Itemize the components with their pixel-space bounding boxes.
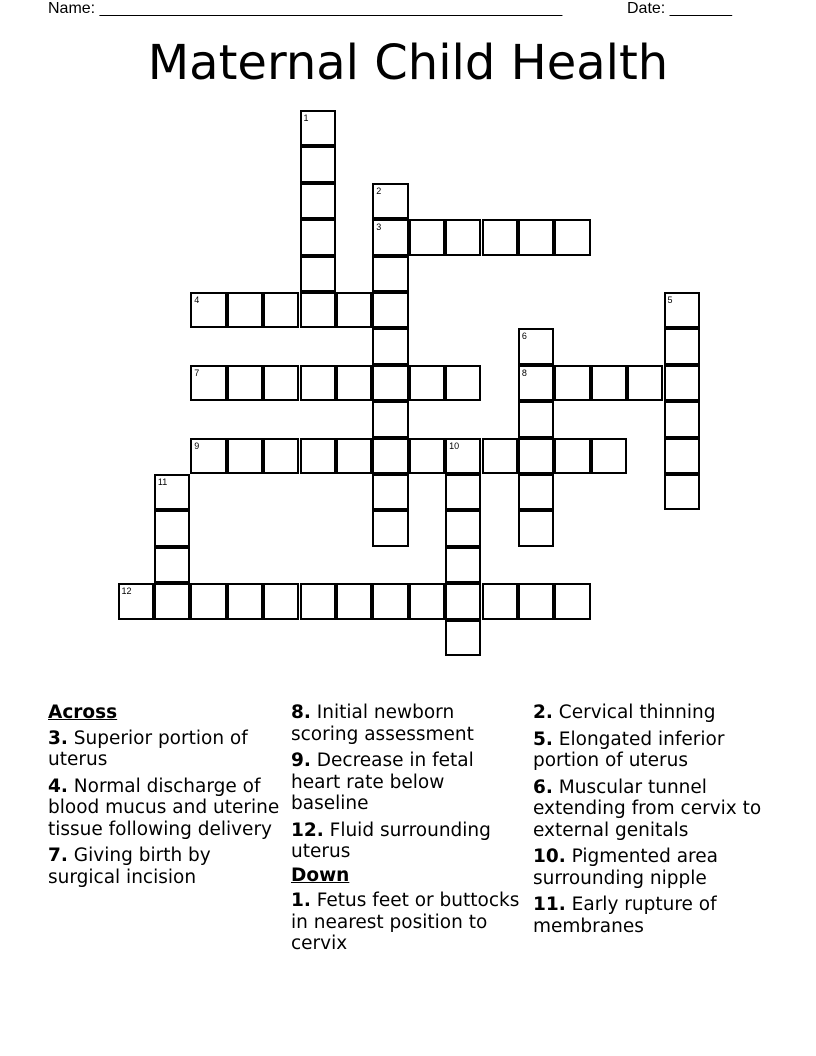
- down-heading: Down: [291, 864, 350, 886]
- clue-number: 6: [521, 331, 527, 342]
- crossword-cell[interactable]: [409, 583, 445, 619]
- crossword-cell[interactable]: [372, 256, 408, 292]
- crossword-cell[interactable]: [664, 292, 700, 328]
- crossword-cell[interactable]: [154, 474, 190, 510]
- crossword-cell[interactable]: [518, 438, 554, 474]
- clue-number: 12: [121, 586, 132, 597]
- crossword-cell[interactable]: [445, 474, 481, 510]
- crossword-cell[interactable]: [518, 219, 554, 255]
- clue-down-2: 2. Cervical thinning: [533, 702, 716, 723]
- clue-number: 7: [194, 367, 200, 378]
- clue-number: 2: [376, 185, 382, 196]
- clues-column-2: [291, 702, 526, 960]
- crossword-cell[interactable]: [154, 510, 190, 546]
- clue-number: 5: [667, 295, 673, 305]
- clue-number: 10: [449, 440, 460, 451]
- across-heading: Across: [48, 702, 118, 723]
- crossword-cell[interactable]: [591, 365, 627, 401]
- crossword-cell[interactable]: [372, 401, 408, 437]
- crossword-cell[interactable]: [445, 510, 481, 546]
- crossword-cell[interactable]: [190, 438, 226, 474]
- crossword-cell[interactable]: [154, 547, 190, 583]
- clue-across-9: 9. Decrease in fetal heart rate below baseline: [291, 750, 474, 814]
- crossword-cell[interactable]: [664, 474, 700, 510]
- clue-down-1: 1. Fetus feet or buttocks in nearest position to cervix: [291, 890, 520, 954]
- crossword-cell[interactable]: [300, 146, 336, 182]
- crossword-cell[interactable]: [445, 438, 481, 474]
- crossword-cell[interactable]: [300, 110, 336, 146]
- clue-number: 11: [157, 477, 168, 487]
- crossword-cell[interactable]: [372, 583, 408, 619]
- clues-column-1: [48, 702, 284, 893]
- crossword-cell[interactable]: [445, 620, 481, 656]
- crossword-cell[interactable]: [372, 365, 408, 401]
- crossword-cell[interactable]: [372, 328, 408, 364]
- crossword-cell[interactable]: [627, 365, 663, 401]
- crossword-cell[interactable]: [409, 219, 445, 255]
- crossword-cell[interactable]: [482, 583, 518, 619]
- crossword-cell[interactable]: [190, 583, 226, 619]
- crossword-cell[interactable]: [227, 583, 263, 619]
- crossword-cell[interactable]: [263, 292, 299, 328]
- crossword-cell[interactable]: [263, 583, 299, 619]
- crossword-cell[interactable]: [372, 438, 408, 474]
- crossword-cell[interactable]: [372, 510, 408, 546]
- crossword-cell[interactable]: [263, 365, 299, 401]
- crossword-cell[interactable]: [518, 474, 554, 510]
- crossword-cell[interactable]: [154, 583, 190, 619]
- clue-down-5: 5. Elongated inferior portion of uterus: [533, 728, 725, 771]
- crossword-cell[interactable]: [300, 292, 336, 328]
- crossword-cell[interactable]: [300, 438, 336, 474]
- crossword-cell[interactable]: [190, 365, 226, 401]
- crossword-cell[interactable]: [664, 328, 700, 364]
- crossword-cell[interactable]: [554, 219, 590, 255]
- crossword-cell[interactable]: [372, 474, 408, 510]
- crossword-cell[interactable]: [554, 583, 590, 619]
- crossword-cell[interactable]: [227, 365, 263, 401]
- crossword-cell[interactable]: [300, 219, 336, 255]
- crossword-cell[interactable]: [518, 365, 554, 401]
- crossword-cell[interactable]: [554, 438, 590, 474]
- crossword-cell[interactable]: [664, 438, 700, 474]
- clue-down-10: 10. Pigmented area surrounding nipple: [533, 846, 718, 889]
- crossword-cell[interactable]: [227, 292, 263, 328]
- crossword-cell[interactable]: [445, 365, 481, 401]
- crossword-cell[interactable]: [336, 438, 372, 474]
- crossword-cell[interactable]: [445, 583, 481, 619]
- crossword-cell[interactable]: [300, 183, 336, 219]
- clue-across-7: 7. Giving birth by surgical incision: [48, 845, 211, 888]
- crossword-cell[interactable]: [409, 438, 445, 474]
- crossword-cell[interactable]: [664, 401, 700, 437]
- crossword-cell[interactable]: [118, 583, 154, 619]
- crossword-cell[interactable]: [336, 365, 372, 401]
- clue-number: 3: [376, 222, 382, 233]
- clue-number: 9: [194, 440, 200, 451]
- crossword-cell[interactable]: [190, 292, 226, 328]
- crossword-cell[interactable]: [336, 292, 372, 328]
- page-title: Maternal Child Health: [147, 35, 669, 91]
- crossword-cell[interactable]: [591, 438, 627, 474]
- name-field-label[interactable]: Name: ____________________________________________________: [48, 0, 563, 17]
- crossword-cell[interactable]: [227, 438, 263, 474]
- clue-number: 4: [194, 295, 200, 305]
- crossword-cell[interactable]: [300, 583, 336, 619]
- crossword-cell[interactable]: [445, 547, 481, 583]
- crossword-cell[interactable]: [300, 256, 336, 292]
- crossword-cell[interactable]: [445, 219, 481, 255]
- clue-number: 8: [521, 367, 527, 378]
- crossword-cell[interactable]: [482, 219, 518, 255]
- crossword-cell[interactable]: [300, 365, 336, 401]
- crossword-cell[interactable]: [372, 219, 408, 255]
- clue-down-11: 11. Early rupture of membranes: [533, 894, 717, 937]
- crossword-cell[interactable]: [518, 510, 554, 546]
- crossword-cell[interactable]: [518, 583, 554, 619]
- crossword-cell[interactable]: [664, 365, 700, 401]
- crossword-cell[interactable]: [263, 438, 299, 474]
- clue-number: 1: [303, 113, 309, 123]
- clue-across-4: 4. Normal discharge of blood mucus and uterine tissue following delivery: [48, 775, 280, 840]
- crossword-cell[interactable]: [372, 292, 408, 328]
- crossword-cell[interactable]: [409, 365, 445, 401]
- date-field-label[interactable]: Date: _______: [627, 0, 732, 17]
- crossword-cell[interactable]: [336, 583, 372, 619]
- clues-column-3: [533, 702, 773, 942]
- clue-across-3: 3. Superior portion of uterus: [48, 727, 248, 770]
- clue-across-8: 8. Initial newborn scoring assessment: [291, 702, 474, 745]
- crossword-cell[interactable]: [372, 183, 408, 219]
- crossword-cell[interactable]: [518, 328, 554, 364]
- clue-down-6: 6. Muscular tunnel extending from cervix to external genitals: [533, 776, 762, 841]
- crossword-cell[interactable]: [482, 438, 518, 474]
- crossword-cell[interactable]: [518, 401, 554, 437]
- clue-across-12: 12. Fluid surrounding uterus: [291, 819, 491, 862]
- crossword-cell[interactable]: [554, 365, 590, 401]
- header: [48, 0, 756, 20]
